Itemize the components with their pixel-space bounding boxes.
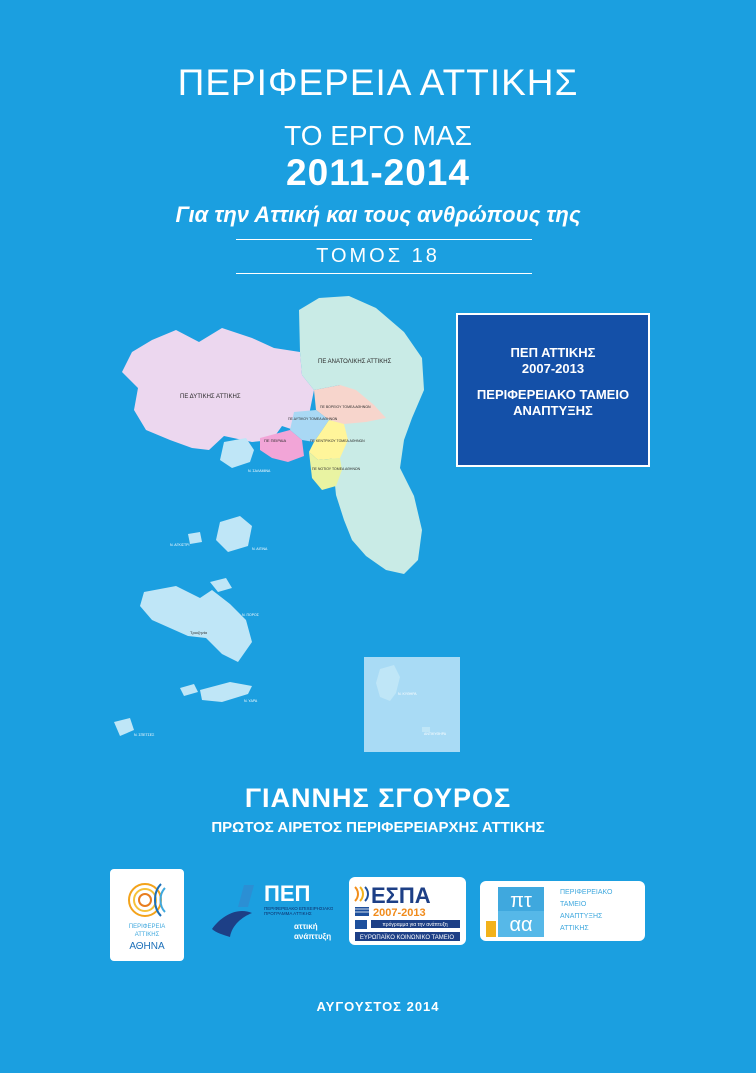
publication-date: ΑΥΓΟΥΣΤΟΣ 2014 (316, 999, 440, 1014)
espa-logo-fund: ΕΥΡΩΠΑΪΚΟ ΚΟΙΝΩΝΙΚΟ ΤΑΜΕΙΟ (359, 935, 455, 941)
map-island-salamina (220, 438, 254, 468)
program-box-line4: ΑΝΑΠΤΥΞΗΣ (513, 403, 593, 418)
label-agkistri: Ν. ΑΓΚΙΣΤΡΙ (170, 543, 190, 547)
espa-logo (349, 877, 466, 945)
divider-top (236, 239, 532, 240)
label-kythira: Ν. ΚΥΘΗΡΑ (398, 692, 417, 696)
pep-logo-desc2: ΠΡΟΓΡΑΜΜΑ ΑΤΤΙΚΗΣ (264, 911, 312, 916)
map-island-spetses (114, 718, 134, 736)
work-title: ΤΟ ΕΡΓΟ ΜΑΣ (284, 120, 472, 151)
ptaa-logo (480, 881, 645, 941)
author-name: ΓΙΑΝΝΗΣ ΣΓΟΥΡΟΣ (244, 783, 512, 813)
program-box-line1: ΠΕΠ ΑΤΤΙΚΗΣ (510, 345, 596, 360)
label-central-athens: ΠΕ ΚΕΝΤΡΙΚΟΥ ΤΟΜΕΑ ΑΘΗΝΩΝ (310, 439, 365, 443)
ptaa-logo-line3: ΑΝΑΠΤΥΞΗΣ (560, 913, 603, 920)
map-island-dokos (180, 684, 198, 696)
region-title: ΠΕΡΙΦΕΡΕΙΑ ΑΤΤΙΚΗΣ (177, 62, 579, 103)
pep-logo (208, 877, 333, 945)
pep-logo-acronym: ΠΕΠ (264, 881, 311, 906)
ptaa-logo-line1: ΠΕΡΙΦΕΡΕΙΑΚΟ (560, 889, 613, 896)
program-box-line3: ΠΕΡΙΦΕΡΕΙΑΚΟ ΤΑΜΕΙΟ (476, 387, 630, 402)
espa-logo-slogan: πρόγραμμα για την ανάπτυξη (382, 922, 448, 928)
kythira-inset (364, 657, 460, 752)
label-piraeus: ΠΕ ΠΕΙΡΑΙΑ (264, 438, 287, 443)
espa-logo-years: 2007-2013 (373, 907, 426, 919)
label-aigina: Ν. ΑΙΓΙΝΑ (252, 547, 268, 551)
label-south-athens: ΠΕ ΝΟΤΙΟΥ ΤΟΜΕΑ ΑΘΗΝΩΝ (312, 467, 361, 471)
label-salamina: Ν. ΣΑΛΑΜΙΝΑ (248, 469, 271, 473)
region-logo-city: ΑΘΗΝΑ (129, 941, 165, 952)
region-logo-line1: ΠΕΡΙΦΕΡΕΙΑ (128, 924, 166, 930)
ptaa-logo-top: πτ (510, 890, 532, 912)
years-title: 2011-2014 (286, 152, 470, 193)
label-north-athens: ΠΕ ΒΟΡΕΙΟΥ ΤΟΜΕΑ ΑΘΗΝΩΝ (320, 405, 371, 409)
label-spetses: Ν. ΣΠΕΤΣΕΣ (134, 733, 155, 737)
pep-logo-tag2: ανάπτυξη (294, 932, 332, 941)
region-attica-logo (110, 869, 184, 961)
subtitle: Για την Αττική και τους ανθρώπους της (175, 202, 581, 227)
pep-logo-desc1: ΠΕΡΙΦΕΡΕΙΑΚΟ ΕΠΙΧΕΙΡΗΣΙΑΚΟ (264, 906, 333, 911)
ptaa-logo-bottom: αα (509, 914, 533, 936)
map-island-kythira (376, 665, 400, 701)
ptaa-logo-line4: ΑΤΤΙΚΗΣ (560, 925, 589, 932)
map-region-troizinia (140, 586, 252, 662)
label-troizinia: Τροιζηνία (190, 630, 207, 635)
program-box-line2: 2007-2013 (521, 361, 585, 376)
map-island-agkistri (188, 532, 202, 544)
label-west-attica: ΠΕ ΔΥΤΙΚΗΣ ΑΤΤΙΚΗΣ (180, 394, 241, 400)
region-logo-line2: ΑΤΤΙΚΗΣ (134, 932, 160, 938)
label-west-sector: ΠΕ ΔΥΤΙΚΟΥ ΤΟΜΕΑ ΑΘΗΝΩΝ (288, 417, 338, 421)
volume-label: ΤΟΜΟΣ 18 (316, 245, 440, 267)
divider-bottom (236, 273, 532, 274)
label-ydra: Ν. ΥΔΡΑ (244, 699, 258, 703)
label-antikythira: ΑΝΤΙΚΥΘΗΡΑ (424, 732, 447, 736)
program-box (456, 313, 650, 467)
label-poros: Ν. ΠΟΡΟΣ (242, 613, 259, 617)
espa-logo-acronym: ΕΣΠΑ (371, 883, 431, 908)
author-title: ΠΡΩΤΟΣ ΑΙΡΕΤΟΣ ΠΕΡΙΦΕΡΕΙΑΡΧΗΣ ΑΤΤΙΚΗΣ (211, 819, 545, 836)
map-island-poros (210, 578, 232, 592)
pep-logo-tag1: αττική (294, 922, 318, 931)
map-island-aigina (216, 516, 252, 552)
ptaa-logo-line2: ΤΑΜΕΙΟ (560, 901, 587, 908)
label-east-attica: ΠΕ ΑΝΑΤΟΛΙΚΗΣ ΑΤΤΙΚΗΣ (318, 359, 392, 365)
